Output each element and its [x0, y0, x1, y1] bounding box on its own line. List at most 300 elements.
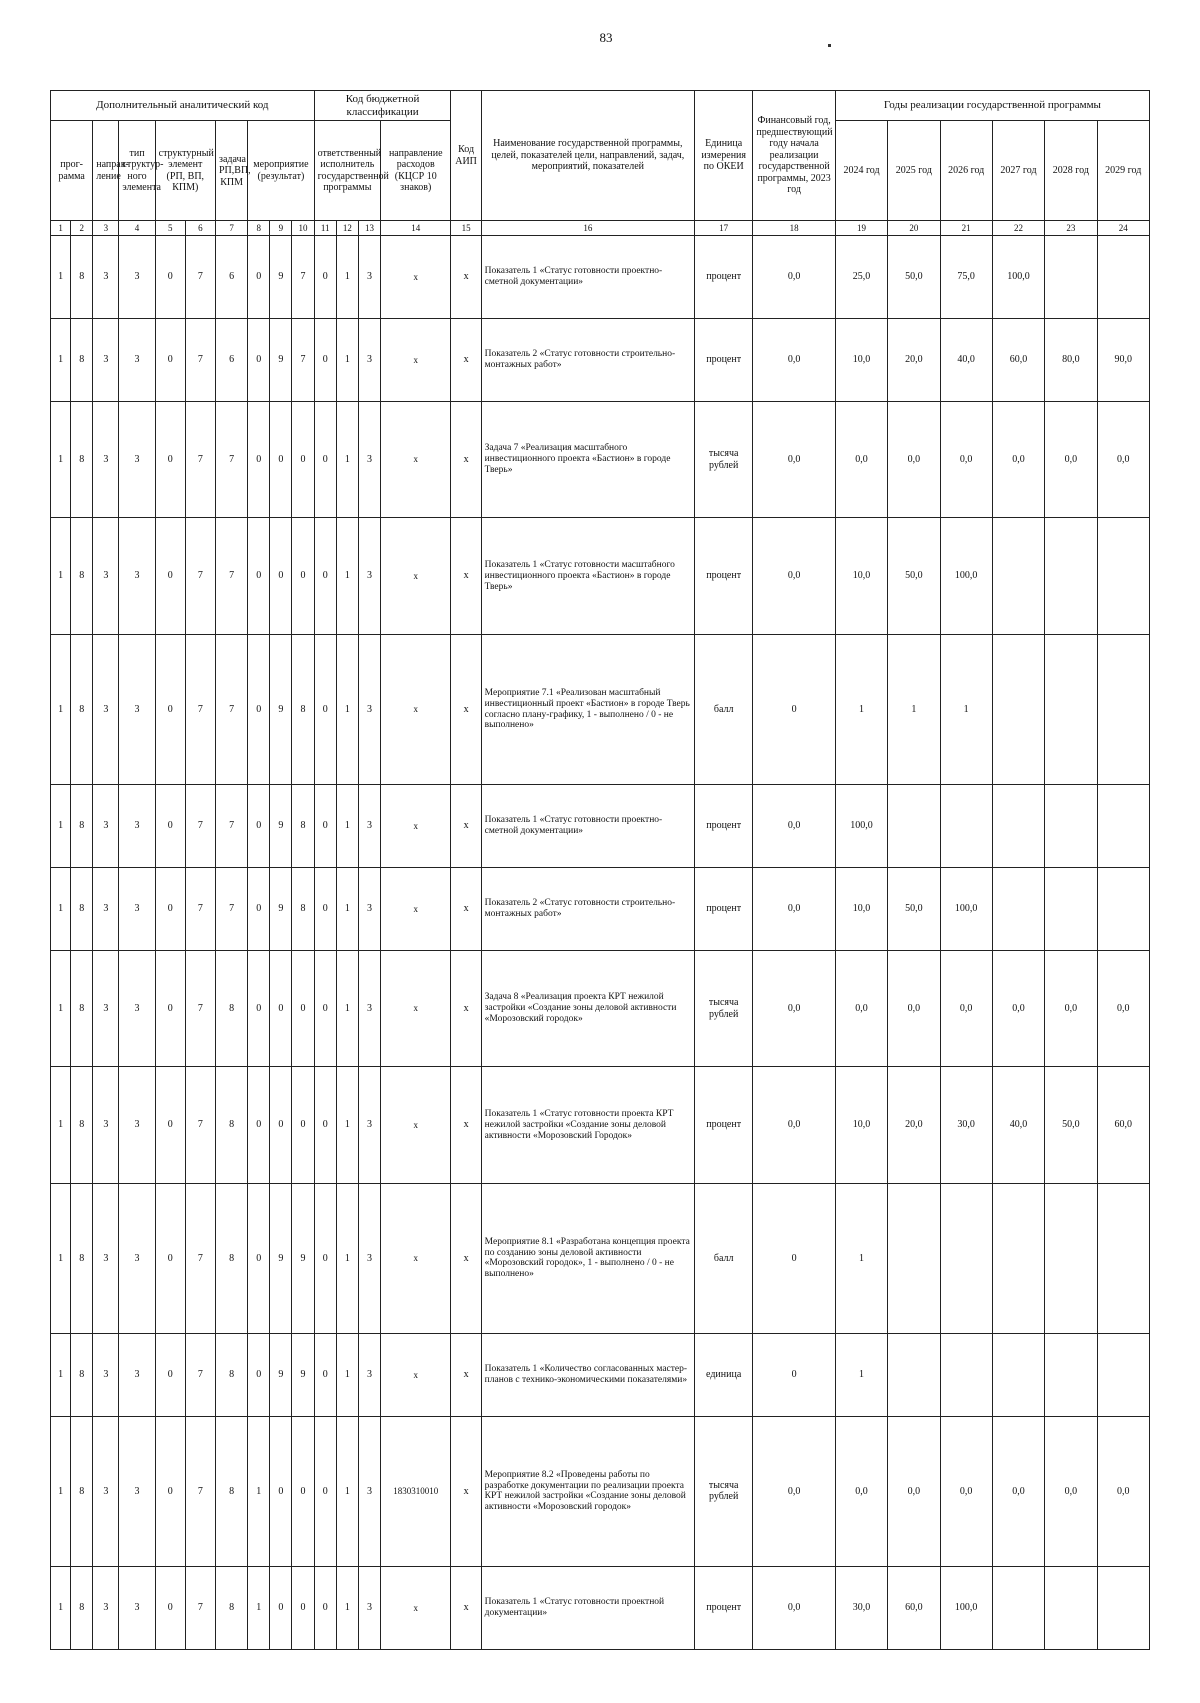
code-cell: 7	[185, 1183, 215, 1333]
col-num: 12	[336, 221, 358, 236]
code-cell: 3	[119, 785, 155, 868]
year-value-cell: 100,0	[940, 867, 992, 950]
code-cell: 1	[51, 1067, 71, 1184]
table-row	[51, 1416, 1150, 1566]
indicator-name-cell: Показатель 1 «Статус готовности проектно-сметной документации»	[481, 785, 694, 868]
code-cell: 0	[270, 950, 292, 1067]
base-year-value-cell: 0,0	[753, 1416, 836, 1566]
program-table	[50, 90, 1150, 1650]
code-cell: 0	[248, 518, 270, 635]
code-cell: 7	[185, 634, 215, 784]
year-value-cell: 0,0	[1097, 1416, 1150, 1566]
year-value-cell	[992, 785, 1044, 868]
code-cell: 3	[93, 1067, 119, 1184]
year-value-cell: 100,0	[992, 236, 1044, 319]
code-cell: 1	[336, 867, 358, 950]
header-2027: 2027 год	[992, 121, 1044, 221]
code-cell: 3	[93, 950, 119, 1067]
unit-cell: тысяча рублей	[694, 1416, 752, 1566]
page-number: 83	[599, 30, 613, 45]
expense-direction-cell: x	[381, 1183, 451, 1333]
code-cell: 7	[185, 1567, 215, 1650]
indicator-name-cell: Мероприятие 7.1 «Реализован масштабный инвестиционный проект «Бастион» в городе Тверь согласно плану-графику, 1 - выполнено / 0 - не выполнено»	[481, 634, 694, 784]
col-num: 16	[481, 221, 694, 236]
code-cell: 0	[248, 785, 270, 868]
table-row	[51, 319, 1150, 402]
code-cell: 3	[358, 950, 380, 1067]
table-row	[51, 1067, 1150, 1184]
year-value-cell: 0,0	[940, 1416, 992, 1566]
year-value-cell	[1097, 1183, 1150, 1333]
code-cell: 1	[336, 401, 358, 518]
aip-code-cell: x	[451, 518, 481, 635]
code-cell: 0	[314, 1567, 336, 1650]
header-type: тип структур-ного элемента	[119, 121, 155, 221]
base-year-value-cell: 0,0	[753, 236, 836, 319]
code-cell: 0	[248, 1067, 270, 1184]
aip-code-cell: x	[451, 1567, 481, 1650]
year-value-cell: 0,0	[992, 1416, 1044, 1566]
year-value-cell	[1097, 518, 1150, 635]
base-year-value-cell: 0	[753, 634, 836, 784]
year-value-cell	[888, 785, 940, 868]
code-cell: 8	[216, 1334, 248, 1417]
header-2026: 2026 год	[940, 121, 992, 221]
year-value-cell: 1	[835, 1183, 887, 1333]
code-cell: 0	[270, 1567, 292, 1650]
code-cell: 0	[292, 518, 314, 635]
header-napravlenie: направ-ление	[93, 121, 119, 221]
year-value-cell	[1097, 1334, 1150, 1417]
code-cell: 7	[185, 236, 215, 319]
col-num: 22	[992, 221, 1044, 236]
year-value-cell: 10,0	[835, 518, 887, 635]
code-cell: 9	[292, 1334, 314, 1417]
code-cell: 1	[336, 236, 358, 319]
col-num: 23	[1045, 221, 1097, 236]
code-cell: 0	[314, 950, 336, 1067]
header-2025: 2025 год	[888, 121, 940, 221]
code-cell: 3	[119, 319, 155, 402]
code-cell: 0	[314, 867, 336, 950]
year-value-cell: 0,0	[835, 1416, 887, 1566]
code-cell: 0	[155, 319, 185, 402]
year-value-cell	[992, 1567, 1044, 1650]
header-2029: 2029 год	[1097, 121, 1150, 221]
base-year-value-cell: 0,0	[753, 950, 836, 1067]
table-row	[51, 236, 1150, 319]
year-value-cell: 25,0	[835, 236, 887, 319]
scan-speck	[828, 44, 831, 47]
year-value-cell	[940, 1183, 992, 1333]
code-cell: 7	[185, 1416, 215, 1566]
base-year-value-cell: 0,0	[753, 319, 836, 402]
code-cell: 3	[119, 867, 155, 950]
code-cell: 7	[185, 867, 215, 950]
year-value-cell: 0,0	[888, 1416, 940, 1566]
code-cell: 0	[314, 319, 336, 402]
expense-direction-cell: x	[381, 1567, 451, 1650]
code-cell: 8	[71, 1334, 93, 1417]
code-cell: 0	[155, 634, 185, 784]
code-cell: 0	[314, 785, 336, 868]
program-table-sheet	[50, 90, 1150, 1650]
indicator-name-cell: Показатель 1 «Количество согласованных мастер-планов с технико-экономическими показателями»	[481, 1334, 694, 1417]
year-value-cell	[940, 1334, 992, 1417]
code-cell: 1	[51, 867, 71, 950]
code-cell: 1	[336, 1416, 358, 1566]
year-value-cell: 100,0	[940, 1567, 992, 1650]
expense-direction-cell: x	[381, 950, 451, 1067]
code-cell: 7	[216, 785, 248, 868]
code-cell: 3	[358, 1334, 380, 1417]
code-cell: 3	[93, 518, 119, 635]
year-value-cell: 1	[888, 634, 940, 784]
code-cell: 3	[93, 785, 119, 868]
year-value-cell	[888, 1183, 940, 1333]
indicator-name-cell: Показатель 1 «Статус готовности проекта КРТ нежилой застройки «Создание зоны деловой активности «Морозовский Городок»	[481, 1067, 694, 1184]
col-num: 9	[270, 221, 292, 236]
year-value-cell	[1097, 1567, 1150, 1650]
col-num: 13	[358, 221, 380, 236]
code-cell: 7	[185, 401, 215, 518]
code-cell: 0	[314, 1067, 336, 1184]
code-cell: 1	[51, 1416, 71, 1566]
aip-code-cell: x	[451, 867, 481, 950]
table-body	[51, 236, 1150, 1650]
code-cell: 0	[292, 950, 314, 1067]
code-cell: 3	[93, 319, 119, 402]
base-year-value-cell: 0,0	[753, 867, 836, 950]
year-value-cell: 90,0	[1097, 319, 1150, 402]
aip-code-cell: x	[451, 634, 481, 784]
code-cell: 0	[155, 401, 185, 518]
unit-cell: процент	[694, 1067, 752, 1184]
code-cell: 7	[185, 785, 215, 868]
code-cell: 7	[185, 950, 215, 1067]
code-cell: 0	[314, 401, 336, 518]
code-cell: 3	[119, 1416, 155, 1566]
code-cell: 1	[51, 518, 71, 635]
year-value-cell: 1	[835, 634, 887, 784]
code-cell: 3	[119, 1183, 155, 1333]
code-cell: 0	[248, 236, 270, 319]
year-value-cell: 50,0	[888, 518, 940, 635]
col-num: 24	[1097, 221, 1150, 236]
expense-direction-cell: x	[381, 785, 451, 868]
code-cell: 8	[71, 634, 93, 784]
group-budget-code: Код бюджетной классификации	[314, 91, 451, 121]
indicator-name-cell: Показатель 1 «Статус готовности проектной документации»	[481, 1567, 694, 1650]
code-cell: 3	[358, 785, 380, 868]
base-year-value-cell: 0	[753, 1183, 836, 1333]
table-row	[51, 1183, 1150, 1333]
year-value-cell: 0,0	[888, 401, 940, 518]
header-aip: Код АИП	[451, 91, 481, 221]
base-year-value-cell: 0,0	[753, 785, 836, 868]
col-num: 15	[451, 221, 481, 236]
expense-direction-cell: x	[381, 518, 451, 635]
year-value-cell	[992, 518, 1044, 635]
header-2028: 2028 год	[1045, 121, 1097, 221]
code-cell: 3	[93, 634, 119, 784]
code-cell: 1	[51, 401, 71, 518]
year-value-cell: 100,0	[835, 785, 887, 868]
group-years: Годы реализации государственной программы	[835, 91, 1149, 121]
aip-code-cell: x	[451, 1067, 481, 1184]
base-year-value-cell: 0,0	[753, 401, 836, 518]
code-cell: 0	[248, 401, 270, 518]
year-value-cell: 0,0	[992, 950, 1044, 1067]
indicator-name-cell: Показатель 2 «Статус готовности строительно-монтажных работ»	[481, 867, 694, 950]
code-cell: 0	[314, 236, 336, 319]
indicator-name-cell: Задача 8 «Реализация проекта КРТ нежилой застройки «Создание зоны деловой активности «Морозовский городок»	[481, 950, 694, 1067]
code-cell: 8	[71, 319, 93, 402]
code-cell: 0	[292, 401, 314, 518]
col-num: 11	[314, 221, 336, 236]
table-row	[51, 634, 1150, 784]
code-cell: 3	[358, 867, 380, 950]
code-cell: 3	[119, 1567, 155, 1650]
header-name: Наименование государственной программы, целей, показателей цели, направлений, задач, мероприятий, показателей	[481, 91, 694, 221]
year-value-cell: 60,0	[992, 319, 1044, 402]
code-cell: 1	[51, 785, 71, 868]
year-value-cell	[940, 785, 992, 868]
table-row	[51, 518, 1150, 635]
year-value-cell: 0,0	[835, 401, 887, 518]
code-cell: 8	[71, 1567, 93, 1650]
unit-cell: балл	[694, 1183, 752, 1333]
year-value-cell	[1045, 1183, 1097, 1333]
year-value-cell	[1097, 634, 1150, 784]
code-cell: 1	[51, 236, 71, 319]
expense-direction-cell: x	[381, 1334, 451, 1417]
header-measure: мероприятие (результат)	[248, 121, 314, 221]
year-value-cell: 60,0	[888, 1567, 940, 1650]
code-cell: 6	[216, 319, 248, 402]
base-year-value-cell: 0,0	[753, 1067, 836, 1184]
group-dop-code: Дополнительный аналитический код	[51, 91, 315, 121]
indicator-name-cell: Показатель 1 «Статус готовности проектно-сметной документации»	[481, 236, 694, 319]
code-cell: 7	[185, 1334, 215, 1417]
code-cell: 8	[71, 518, 93, 635]
year-value-cell: 0,0	[888, 950, 940, 1067]
code-cell: 9	[270, 1183, 292, 1333]
code-cell: 0	[270, 1067, 292, 1184]
code-cell: 1	[51, 1183, 71, 1333]
indicator-name-cell: Мероприятие 8.2 «Проведены работы по разработке документации по реализации проекта КРТ нежилой застройки «Создание зоны деловой активности «Морозовский городок»	[481, 1416, 694, 1566]
code-cell: 1	[336, 1183, 358, 1333]
code-cell: 3	[358, 518, 380, 635]
code-cell: 3	[358, 1567, 380, 1650]
code-cell: 0	[314, 518, 336, 635]
header-executor: ответственный исполнитель государственной программы	[314, 121, 380, 221]
aip-code-cell: x	[451, 236, 481, 319]
code-cell: 1	[51, 319, 71, 402]
aip-code-cell: x	[451, 950, 481, 1067]
year-value-cell	[992, 1334, 1044, 1417]
code-cell: 0	[155, 1334, 185, 1417]
code-cell: 0	[155, 1567, 185, 1650]
year-value-cell: 30,0	[835, 1567, 887, 1650]
code-cell: 7	[292, 236, 314, 319]
aip-code-cell: x	[451, 401, 481, 518]
code-cell: 3	[119, 1067, 155, 1184]
year-value-cell	[888, 1334, 940, 1417]
code-cell: 1	[51, 1334, 71, 1417]
header-programma: прог-рамма	[51, 121, 93, 221]
indicator-name-cell: Задача 7 «Реализация масштабного инвестиционного проекта «Бастион» в городе Тверь»	[481, 401, 694, 518]
code-cell: 7	[185, 518, 215, 635]
col-num: 1	[51, 221, 71, 236]
year-value-cell: 0,0	[1097, 950, 1150, 1067]
code-cell: 0	[248, 1183, 270, 1333]
code-cell: 3	[358, 401, 380, 518]
code-cell: 3	[93, 1567, 119, 1650]
code-cell: 1	[248, 1567, 270, 1650]
year-value-cell: 1	[940, 634, 992, 784]
code-cell: 3	[93, 401, 119, 518]
code-cell: 9	[270, 1334, 292, 1417]
unit-cell: процент	[694, 319, 752, 402]
code-cell: 8	[292, 867, 314, 950]
expense-direction-cell: x	[381, 236, 451, 319]
code-cell: 8	[71, 785, 93, 868]
code-cell: 3	[358, 236, 380, 319]
col-num: 20	[888, 221, 940, 236]
year-value-cell	[1045, 867, 1097, 950]
year-value-cell: 75,0	[940, 236, 992, 319]
year-value-cell: 50,0	[888, 236, 940, 319]
code-cell: 3	[93, 1416, 119, 1566]
year-value-cell	[992, 867, 1044, 950]
code-cell: 8	[71, 1067, 93, 1184]
code-cell: 8	[292, 785, 314, 868]
code-cell: 0	[155, 1183, 185, 1333]
aip-code-cell: x	[451, 319, 481, 402]
year-value-cell: 0,0	[1045, 1416, 1097, 1566]
year-value-cell: 40,0	[940, 319, 992, 402]
col-num: 3	[93, 221, 119, 236]
year-value-cell: 0,0	[940, 401, 992, 518]
code-cell: 1	[336, 1067, 358, 1184]
code-cell: 1	[248, 1416, 270, 1566]
code-cell: 3	[119, 518, 155, 635]
code-cell: 1	[336, 1334, 358, 1417]
year-value-cell: 0,0	[992, 401, 1044, 518]
column-numbers-row	[51, 221, 1150, 236]
code-cell: 0	[155, 1067, 185, 1184]
expense-direction-cell: 1830310010	[381, 1416, 451, 1566]
unit-cell: процент	[694, 785, 752, 868]
code-cell: 3	[358, 319, 380, 402]
code-cell: 9	[270, 785, 292, 868]
aip-code-cell: x	[451, 1183, 481, 1333]
header-base-year: Финансовый год, предшествующий году начала реализации государственной программы, 2023 год	[753, 91, 836, 221]
code-cell: 9	[270, 236, 292, 319]
code-cell: 0	[155, 785, 185, 868]
code-cell: 3	[358, 1183, 380, 1333]
aip-code-cell: x	[451, 1416, 481, 1566]
indicator-name-cell: Показатель 2 «Статус готовности строительно-монтажных работ»	[481, 319, 694, 402]
code-cell: 7	[185, 1067, 215, 1184]
code-cell: 0	[248, 1334, 270, 1417]
year-value-cell	[1045, 634, 1097, 784]
code-cell: 3	[119, 1334, 155, 1417]
year-value-cell: 20,0	[888, 1067, 940, 1184]
code-cell: 0	[248, 950, 270, 1067]
year-value-cell	[992, 1183, 1044, 1333]
code-cell: 0	[314, 1183, 336, 1333]
year-value-cell: 40,0	[992, 1067, 1044, 1184]
code-cell: 3	[358, 1067, 380, 1184]
col-num: 18	[753, 221, 836, 236]
base-year-value-cell: 0,0	[753, 518, 836, 635]
year-value-cell	[1045, 785, 1097, 868]
code-cell: 9	[292, 1183, 314, 1333]
year-value-cell: 50,0	[1045, 1067, 1097, 1184]
table-row	[51, 950, 1150, 1067]
unit-cell: процент	[694, 867, 752, 950]
unit-cell: процент	[694, 1567, 752, 1650]
code-cell: 0	[155, 236, 185, 319]
year-value-cell: 50,0	[888, 867, 940, 950]
code-cell: 9	[270, 867, 292, 950]
expense-direction-cell: x	[381, 401, 451, 518]
year-value-cell	[992, 634, 1044, 784]
code-cell: 8	[71, 867, 93, 950]
col-num: 5	[155, 221, 185, 236]
code-cell: 9	[270, 319, 292, 402]
table-row	[51, 1567, 1150, 1650]
table-row	[51, 1334, 1150, 1417]
year-value-cell: 30,0	[940, 1067, 992, 1184]
code-cell: 1	[51, 950, 71, 1067]
code-cell: 8	[71, 950, 93, 1067]
code-cell: 7	[185, 319, 215, 402]
year-value-cell: 10,0	[835, 1067, 887, 1184]
code-cell: 1	[51, 1567, 71, 1650]
code-cell: 3	[93, 236, 119, 319]
col-num: 14	[381, 221, 451, 236]
code-cell: 8	[71, 236, 93, 319]
code-cell: 1	[336, 634, 358, 784]
code-cell: 1	[51, 634, 71, 784]
code-cell: 0	[270, 401, 292, 518]
code-cell: 3	[119, 950, 155, 1067]
table-row	[51, 785, 1150, 868]
header-task: задача РП,ВП, КПМ	[216, 121, 248, 221]
col-num: 19	[835, 221, 887, 236]
code-cell: 3	[119, 236, 155, 319]
year-value-cell: 1	[835, 1334, 887, 1417]
unit-cell: процент	[694, 236, 752, 319]
code-cell: 3	[119, 401, 155, 518]
year-value-cell: 0,0	[835, 950, 887, 1067]
year-value-cell: 20,0	[888, 319, 940, 402]
code-cell: 0	[248, 319, 270, 402]
code-cell: 0	[314, 1416, 336, 1566]
code-cell: 8	[216, 1567, 248, 1650]
aip-code-cell: x	[451, 1334, 481, 1417]
code-cell: 1	[336, 319, 358, 402]
year-value-cell: 80,0	[1045, 319, 1097, 402]
col-num: 2	[71, 221, 93, 236]
col-num: 21	[940, 221, 992, 236]
col-num: 17	[694, 221, 752, 236]
code-cell: 7	[216, 518, 248, 635]
code-cell: 7	[216, 867, 248, 950]
